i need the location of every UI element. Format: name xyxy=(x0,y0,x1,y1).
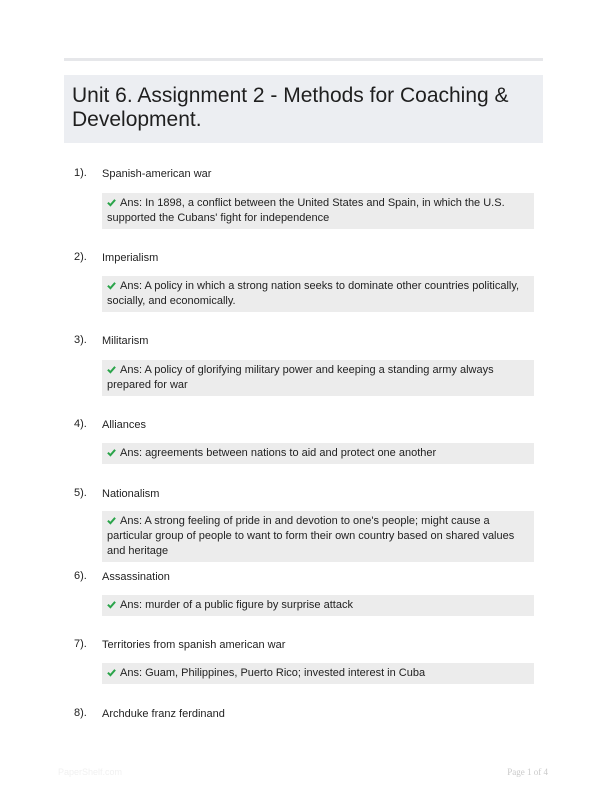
check-icon xyxy=(107,448,116,457)
answer-text: Ans: A policy in which a strong nation seeks to dominate other countries politically, socially, and economically. xyxy=(107,280,520,307)
question-number: 7). xyxy=(74,638,87,650)
question-text: Spanish-american war xyxy=(102,168,212,180)
answer-box xyxy=(102,443,534,464)
page-title: Unit 6. Assignment 2 - Methods for Coaching & Development. xyxy=(72,84,509,131)
question-number: 4). xyxy=(74,418,87,430)
question-text: Alliances xyxy=(102,419,147,431)
check-icon xyxy=(107,600,116,609)
top-divider xyxy=(64,58,543,61)
answer-box xyxy=(102,663,534,684)
question-number: 1). xyxy=(74,167,87,179)
answer-box xyxy=(102,511,534,562)
question-text: Archduke franz ferdinand xyxy=(102,708,225,720)
check-icon xyxy=(107,516,116,525)
question-number: 3). xyxy=(74,334,87,346)
question-number: 5). xyxy=(74,487,87,499)
title-box xyxy=(64,75,543,143)
question-text: Militarism xyxy=(102,335,149,347)
check-icon xyxy=(107,281,116,290)
question-number: 8). xyxy=(74,707,87,719)
answer-text: Ans: Guam, Philippines, Puerto Rico; invested interest in Cuba xyxy=(120,667,426,679)
question-text: Imperialism xyxy=(102,252,159,264)
answer-box xyxy=(102,595,534,616)
answer-box xyxy=(102,360,534,396)
question-text: Territories from spanish american war xyxy=(102,639,286,651)
check-icon xyxy=(107,365,116,374)
question-text: Nationalism xyxy=(102,488,160,500)
answer-box xyxy=(102,193,534,229)
answer-text: Ans: A policy of glorifying military power and keeping a standing army always prepared for war xyxy=(107,364,494,391)
question-text: Assassination xyxy=(102,571,170,583)
answer-box xyxy=(102,276,534,312)
page-indicator: Page 1 of 4 xyxy=(507,767,548,777)
answer-text: Ans: murder of a public figure by surprise attack xyxy=(120,599,353,611)
answer-text: Ans: A strong feeling of pride in and devotion to one's people; might cause a particular group of people to want to form their own country based on shared values and heritage xyxy=(107,515,515,557)
check-icon xyxy=(107,198,116,207)
check-icon xyxy=(107,668,116,677)
question-number: 2). xyxy=(74,251,87,263)
answer-text: Ans: In 1898, a conflict between the United States and Spain, in which the U.S. supported the Cubans' fight for independence xyxy=(107,197,505,224)
answer-text: Ans: agreements between nations to aid and protect one another xyxy=(120,447,437,459)
footer-watermark: PaperShelf.com xyxy=(58,767,123,777)
question-number: 6). xyxy=(74,570,87,582)
